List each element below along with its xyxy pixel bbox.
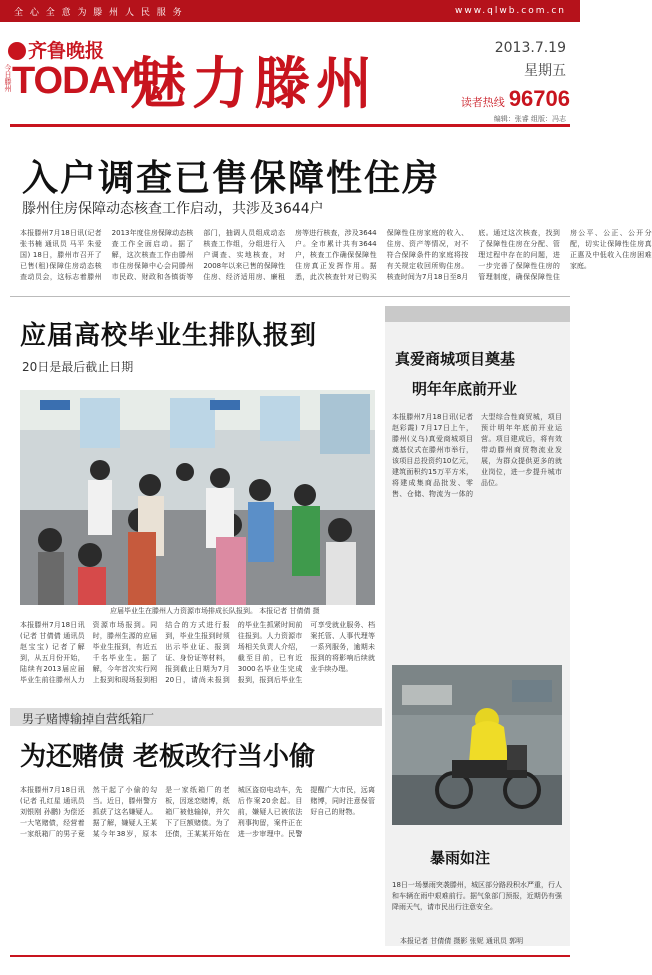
reader-hotline (461, 86, 570, 112)
graduates-photo-illustration (20, 390, 375, 605)
issue-date: 2013.7.19 (494, 40, 566, 56)
site-url: www.qlwb.com.cn (455, 6, 566, 16)
bottom-rule (10, 955, 570, 957)
page-title: 魅力滕州 (130, 51, 378, 117)
sidebar-story2-headline: 暴雨如注 (430, 849, 491, 867)
sidebar-story1-body: 本报滕州7月18日讯(记者 赵彩霞) 7月17日上午，滕州(义乌)真爱商城项目奠基仪式在滕州市举行，该项目总投资约10亿元，建筑面积约15万平方米，将建成集商品批发、零售、仓储、物流为一体的大型综合性商贸城，项目预计明年年底前开业运营。项目建成后，将有效带动滕州商贸物流业发展，为群众提供更多的就业岗位，进一步提升城市品位。 (392, 413, 562, 498)
rainstorm-photo (392, 665, 562, 825)
story3-kicker: 男子赌博输掉自营纸箱厂 (22, 712, 155, 726)
issue-weekday: 星期五 (524, 63, 566, 79)
lead-headline: 入户调查已售保障性住房 (22, 158, 441, 199)
sidebar-story2-body: 18日一场暴雨突袭滕州，城区部分路段积水严重，行人和车辆在雨中艰难前行。据气象部门预报，近期仍有强降雨天气，请市民出行注意安全。 (392, 881, 562, 911)
story2-body: 本报滕州7月18日讯(记者 甘倩倩 通讯员 赵宝宝) 记者了解到，从五月份开始，陆续有2013届应届毕业生前往滕州人力资源市场报到。同时，滕州生源的应届毕业生报到，有近五千名毕业生。据了解，今年首次实行网上报到和现场报到相结合的方式进行报到，毕业生报到时须出示毕业证、报到证、身份证等材料，报到截止日期为7月20日，请尚未报到的毕业生抓紧时间前往报到。人力资源市场相关负责人介绍，截至目前，已有近3000名毕业生完成报到，报到后毕业生可享受就业服务、档案托管、人事代理等一系列服务，逾期未报到的将影响后续就业手续办理。 (20, 621, 375, 684)
graduates-photo (20, 390, 375, 605)
logo-emblem-icon (8, 42, 26, 60)
sidebar-header-band (385, 306, 570, 322)
lead-body: 本报滕州7月18日讯(记者 张书楠 通讯员 马平 朱爱国) 18日，滕州市召开了已售(租)保障住房动态核查动员会，这标志着滕州2013年度住房保障动态核查工作全面启动。据了解，这次核查工作由滕州市住房保障中心会同滕州市民政、财政和各镇街等部门，抽调人员组成动态核查工作组，分组进行入户调查、实地核查，对2008年以来已售的保障性住房、经济适用房、廉租房等进行核查，涉及3644户。全市累计共有3644户，核查工作确保保障性住房真正发挥作用。据悉，此次核查针对已购买保障性住房家庭的收入、住房、资产等情况，对不符合保障条件的家庭将按有关规定收回所购住房。核查时间为7月18日至8月底。通过这次核查，找到了保障性住房在分配、管理过程中存在的问题，进一步完善了保障性住房的管理制度，确保保障性住房公平、公正、公开分配，切实让保障性住房真正惠及中低收入住房困难家庭。 (20, 229, 652, 281)
logo-today: TODAY (12, 60, 136, 102)
top-bar (0, 0, 580, 22)
sidebar-headline-line2: 明年年底前开业 (412, 380, 518, 398)
newspaper-logo: 齐鲁晚报 (8, 36, 104, 63)
lead-subhead: 滕州住房保障动态核查工作启动，共涉及3644户 (22, 201, 324, 217)
slogan: 全 心 全 意 为 滕 州 人 民 服 务 (14, 7, 184, 18)
story2-photo-caption: 应届毕业生在滕州人力资源市场排成长队报到。 本报记者 甘倩倩 摄 (110, 607, 320, 615)
sidebar-headline-line1: 真爱商城项目奠基 (395, 350, 516, 368)
story3-headline: 为还赌债 老板改行当小偷 (20, 742, 316, 772)
hotline-number: 96706 (508, 86, 570, 111)
divider (10, 296, 570, 297)
editor-credits: 编辑：张睿 组版：冯志 (493, 115, 566, 123)
masthead-rule (10, 124, 570, 127)
logo-side-label: 今日滕州 (4, 64, 12, 92)
story2-headline: 应届高校毕业生排队报到 (20, 321, 318, 351)
story3-body: 本报滕州7月18日讯(记者 孔红星 通讯员 刘银刚 孙鹏) 为偿还一大笔赌债，经营着一家纸箱厂的男子竟然干起了小偷的勾当。近日，滕州警方抓获了这名嫌疑人。据了解，嫌疑人王某某今年38岁，原本是一家纸箱厂的老板，因迷恋赌博，纸箱厂被他输掉，并欠下了巨额赌债。为了还债，王某某开始在城区盗窃电动车，先后作案20余起。目前，嫌疑人已被依法刑事拘留，案件正在进一步审理中。民警提醒广大市民，远离赌博，同时注意保管好自己的财物。 (20, 786, 375, 838)
sidebar-credits: 本报记者 甘倩倩 摄影 张妮 通讯员 郭明 (400, 937, 524, 945)
hotline-label: 读者热线 (460, 96, 505, 109)
rainstorm-photo-illustration (392, 665, 562, 825)
story3-kicker-band (10, 708, 382, 726)
masthead (0, 22, 580, 122)
story2-subhead: 20日是最后截止日期 (22, 360, 134, 374)
